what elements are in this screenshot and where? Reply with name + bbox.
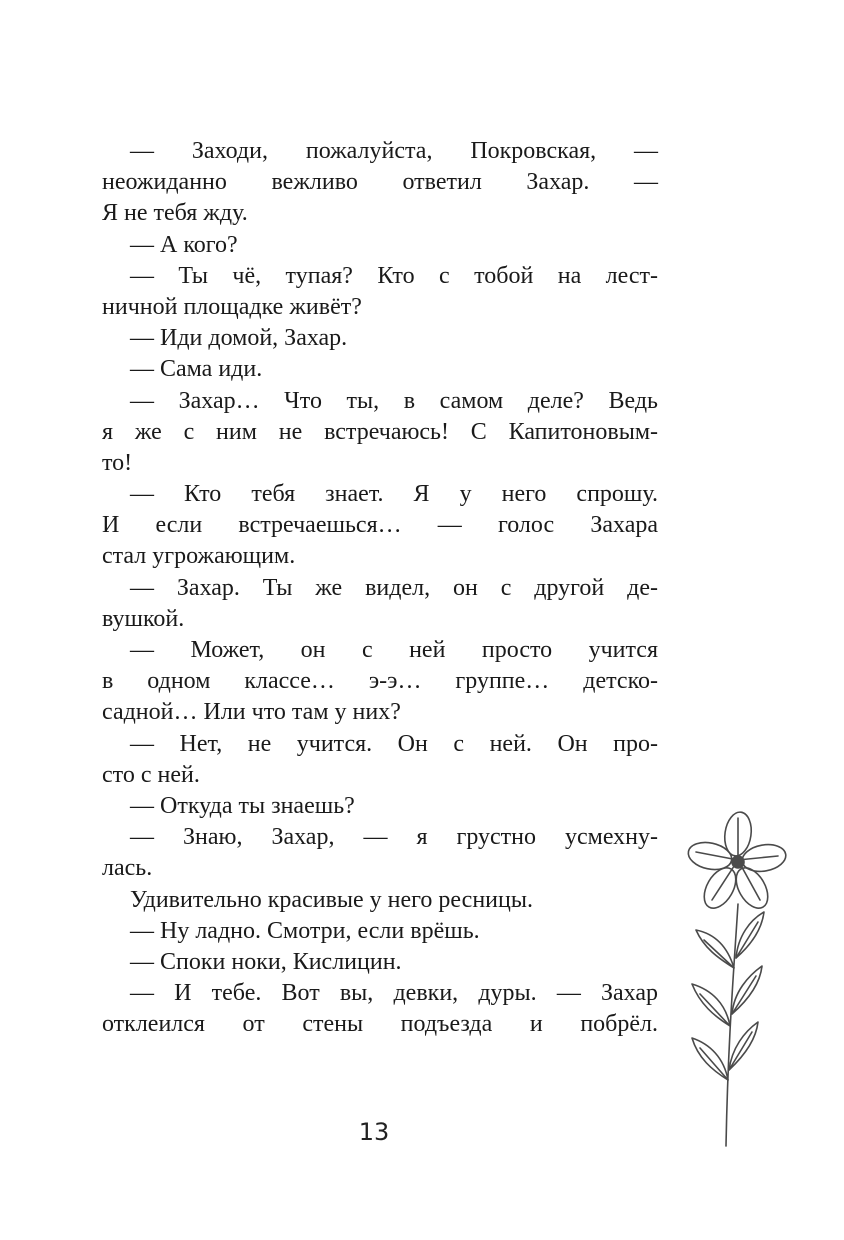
text-line: сто с ней. [102, 761, 200, 788]
body-text [102, 136, 658, 1040]
flower-icon [670, 808, 800, 1148]
text-line: — Ну ладно. Смотри, если врёшь. [130, 917, 480, 944]
text-line: вушкой. [102, 605, 185, 632]
text-line: — Сама иди. [130, 356, 263, 383]
text-line: — Кто тебя знает. Я у него спрошу. [130, 481, 658, 508]
text-line: — Захар… Что ты, в самом деле? Ведь [130, 387, 658, 414]
page-number: 13 [358, 1118, 390, 1146]
text-line: — Иди домой, Захар. [130, 325, 348, 352]
text-line: в одном классе… э-э… группе… детско- [102, 668, 658, 695]
text-line: — А кого? [130, 231, 238, 258]
text-line: — И тебе. Вот вы, девки, дуры. — Захар [130, 980, 658, 1007]
text-line: то! [102, 449, 133, 476]
text-line: — Ты чё, тупая? Кто с тобой на лест- [130, 262, 658, 289]
text-line: И если встречаешься… — голос Захара [102, 512, 658, 539]
text-line: отклеился от стены подъезда и побрёл. [102, 1011, 658, 1038]
text-line: лась. [102, 855, 153, 882]
text-line: садной… Или что там у них? [102, 699, 401, 726]
text-line: Я не тебя жду. [102, 200, 248, 227]
text-line: Удивительно красивые у него ресницы. [130, 886, 533, 913]
text-line: я же с ним не встречаюсь! С Капитоновым- [102, 418, 658, 445]
text-line: — Заходи, пожалуйста, Покровская, — [130, 138, 658, 164]
text-line: — Знаю, Захар, — я грустно усмехну- [130, 824, 658, 851]
text-line: — Откуда ты знаешь? [130, 792, 355, 819]
text-line: ничной площадке живёт? [102, 293, 362, 320]
text-line: — Нет, не учится. Он с ней. Он про- [130, 730, 658, 757]
text-line: — Споки ноки, Кислицин. [130, 948, 402, 975]
text-line: — Может, он с ней просто учится [130, 637, 658, 663]
text-line: стал угрожающим. [102, 543, 296, 570]
text-line: неожиданно вежливо ответил Захар. — [102, 169, 658, 196]
text-line: — Захар. Ты же видел, он с другой де- [130, 574, 658, 601]
